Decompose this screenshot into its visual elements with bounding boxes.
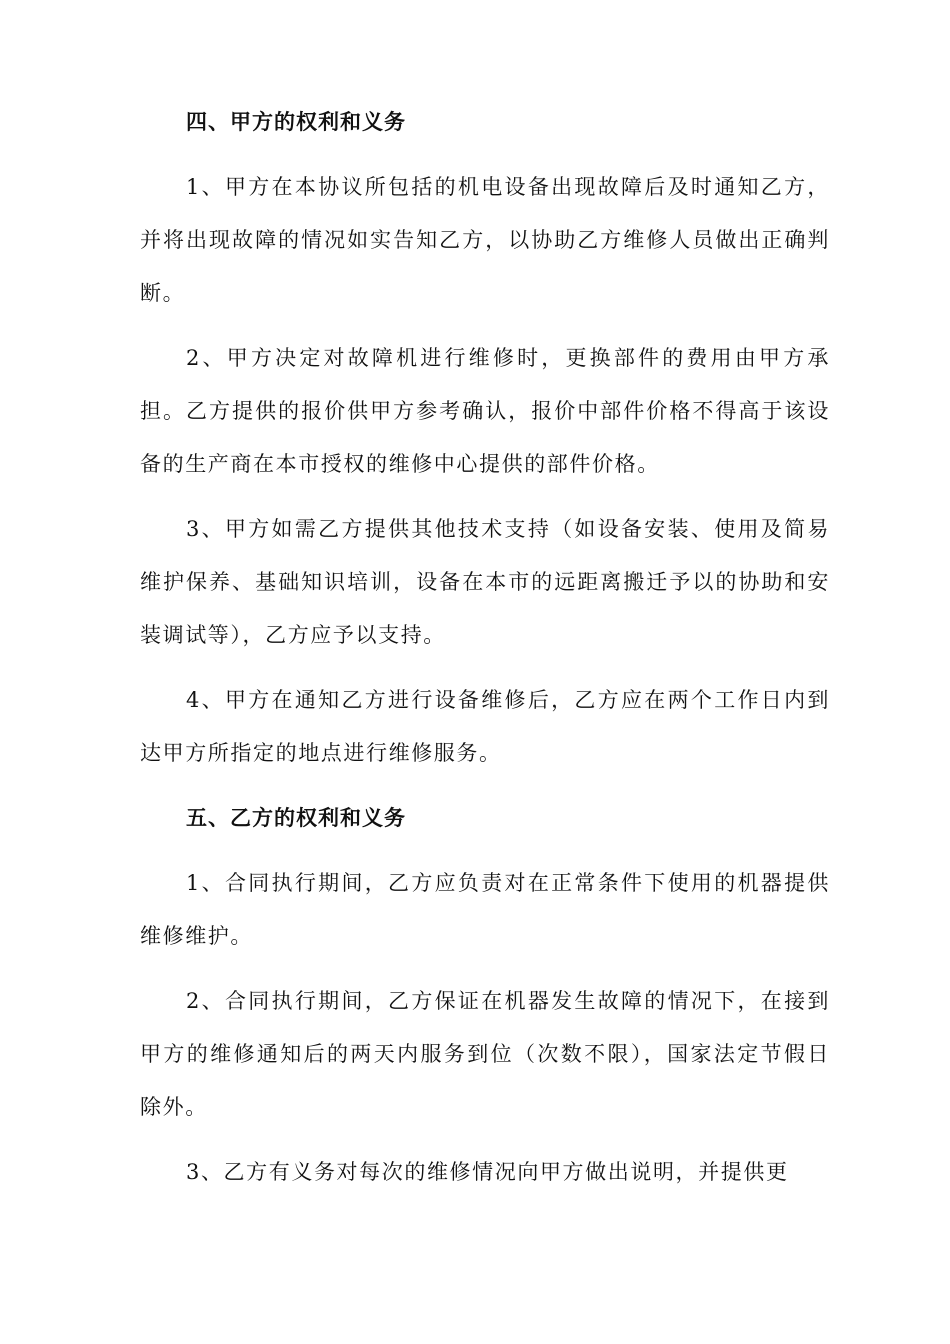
paragraph-a1: 1、甲方在本协议所包括的机电设备出现故障后及时通知乙方，并将出现故障的情况如实告知乙方，以协助乙方维修人员做出正确判断。 [140, 175, 830, 305]
paragraph-b2: 2、合同执行期间，乙方保证在机器发生故障的情况下，在接到甲方的维修通知后的两天内服务到位（次数不限），国家法定节假日除外。 [140, 989, 830, 1119]
paragraph-b3: 3、乙方有义务对每次的维修情况向甲方做出说明，并提供更 [186, 1160, 789, 1184]
paragraph-a4: 4、甲方在通知乙方进行设备维修后，乙方应在两个工作日内到达甲方所指定的地点进行维修服务。 [140, 688, 830, 765]
paragraph-a2: 2、甲方决定对故障机进行维修时，更换部件的费用由甲方承担。乙方提供的报价供甲方参考确认，报价中部件价格不得高于该设备的生产商在本市授权的维修中心提供的部件价格。 [140, 346, 830, 476]
section-heading-party-b: 五、乙方的权利和义务 [186, 806, 406, 830]
paragraph-b1: 1、合同执行期间，乙方应负责对在正常条件下使用的机器提供维修维护。 [140, 871, 830, 948]
section-heading-party-a: 四、甲方的权利和义务 [186, 110, 406, 134]
document-body [140, 96, 830, 1211]
paragraph-a3: 3、甲方如需乙方提供其他技术支持（如设备安装、使用及简易维护保养、基础知识培训，设备在本市的远距离搬迁予以的协助和安装调试等），乙方应予以支持。 [140, 517, 830, 647]
